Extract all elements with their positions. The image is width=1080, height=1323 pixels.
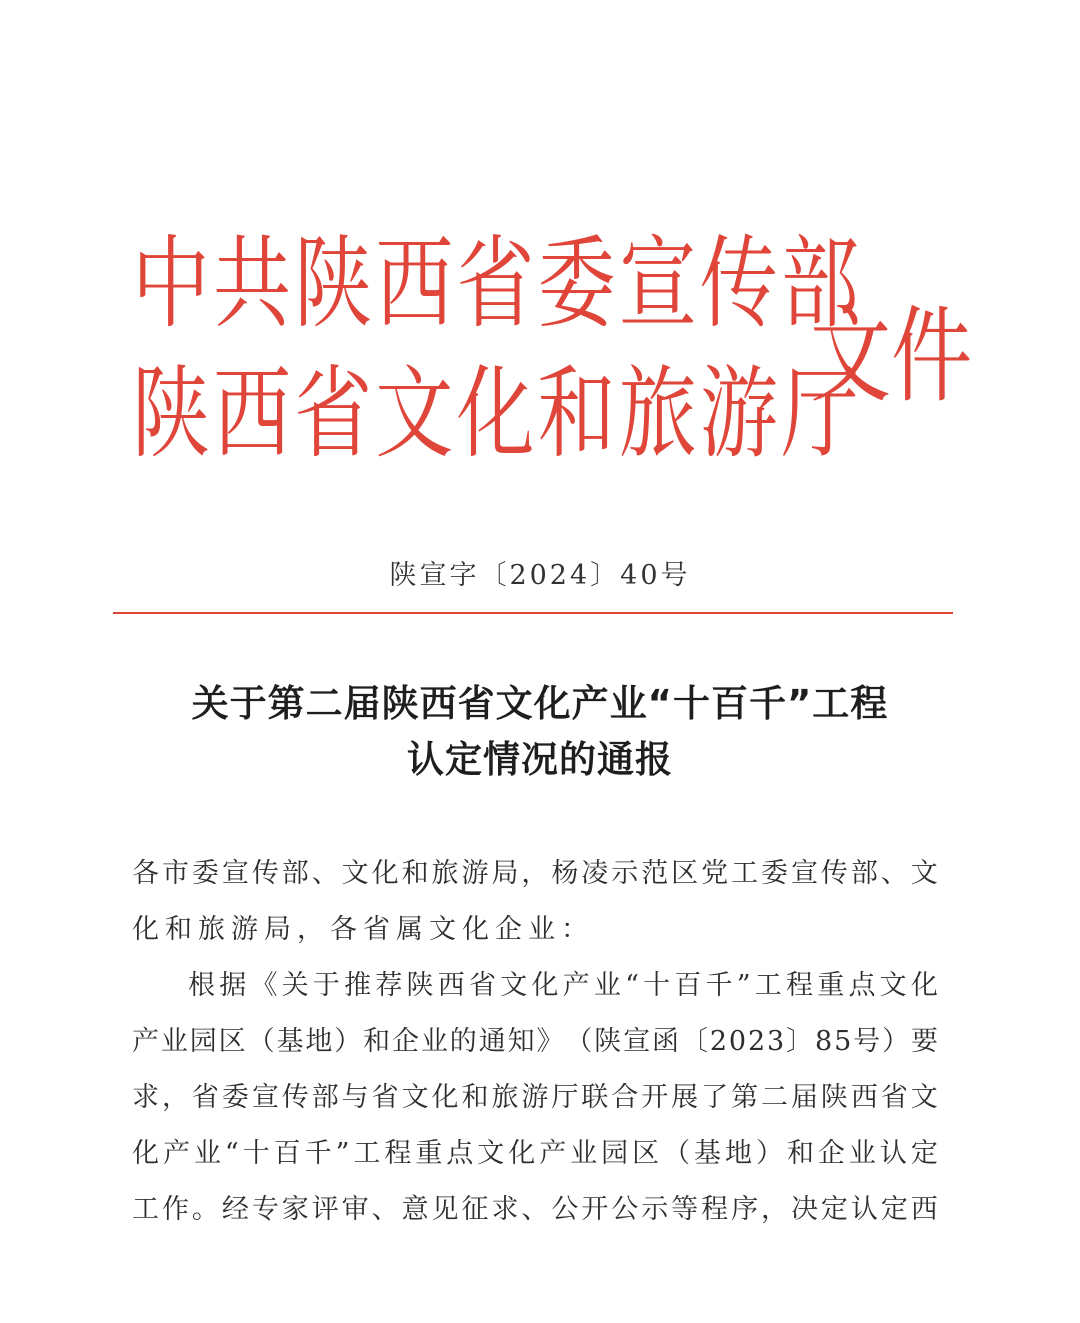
document-type-label: 文件 xyxy=(810,295,973,417)
document-number: 陕宣字〔2024〕40号 xyxy=(389,560,691,591)
body-line: 化 产 业 “ 十 百 千 ” 工 程 重 点 文 化 产 业 园 区 （ 基 地 ） 和 企 业 认 定 xyxy=(132,1138,938,1169)
document-title-line-1: 关于第二届陕西省文化产业“十百千”工程 xyxy=(191,682,889,725)
document-title-line-2: 认定情况的通报 xyxy=(407,738,673,781)
body-line: 工 作 。 经 专 家 评 审 、 意 见 征 求 、 公 开 公 示 等 程 序 ， 决 定 认 定 西 xyxy=(132,1194,938,1225)
document-header xyxy=(132,218,973,488)
body-line: 求 ， 省 委 宣 传 部 与 省 文 化 和 旅 游 厅 联 合 开 展 了 第 二 届 陕 西 省 文 xyxy=(132,1082,938,1113)
issuer-name-line-2: 陕西省文化和旅游厅 xyxy=(132,355,863,472)
body-line: 产 业 园 区 （ 基 地 ） 和 企 业 的 通 知 》 （ 陕 宣 函 〔 2 0 2 3 〕 8 5 号 ） 要 xyxy=(132,1026,938,1057)
red-divider-line xyxy=(113,612,953,614)
body-line: 化和旅游局，各省属文化企业： xyxy=(132,914,594,945)
body-line: 根 据 《 关 于 推 荐 陕 西 省 文 化 产 业 “ 十 百 千 ” 工 程 重 点 文 化 xyxy=(188,970,938,1001)
body-line: 各 市 委 宣 传 部 、 文 化 和 旅 游 局 ， 杨 凌 示 范 区 党 工 委 宣 传 部 、 文 xyxy=(132,858,938,889)
issuer-name-line-1: 中共陕西省委宣传部 xyxy=(132,225,863,342)
